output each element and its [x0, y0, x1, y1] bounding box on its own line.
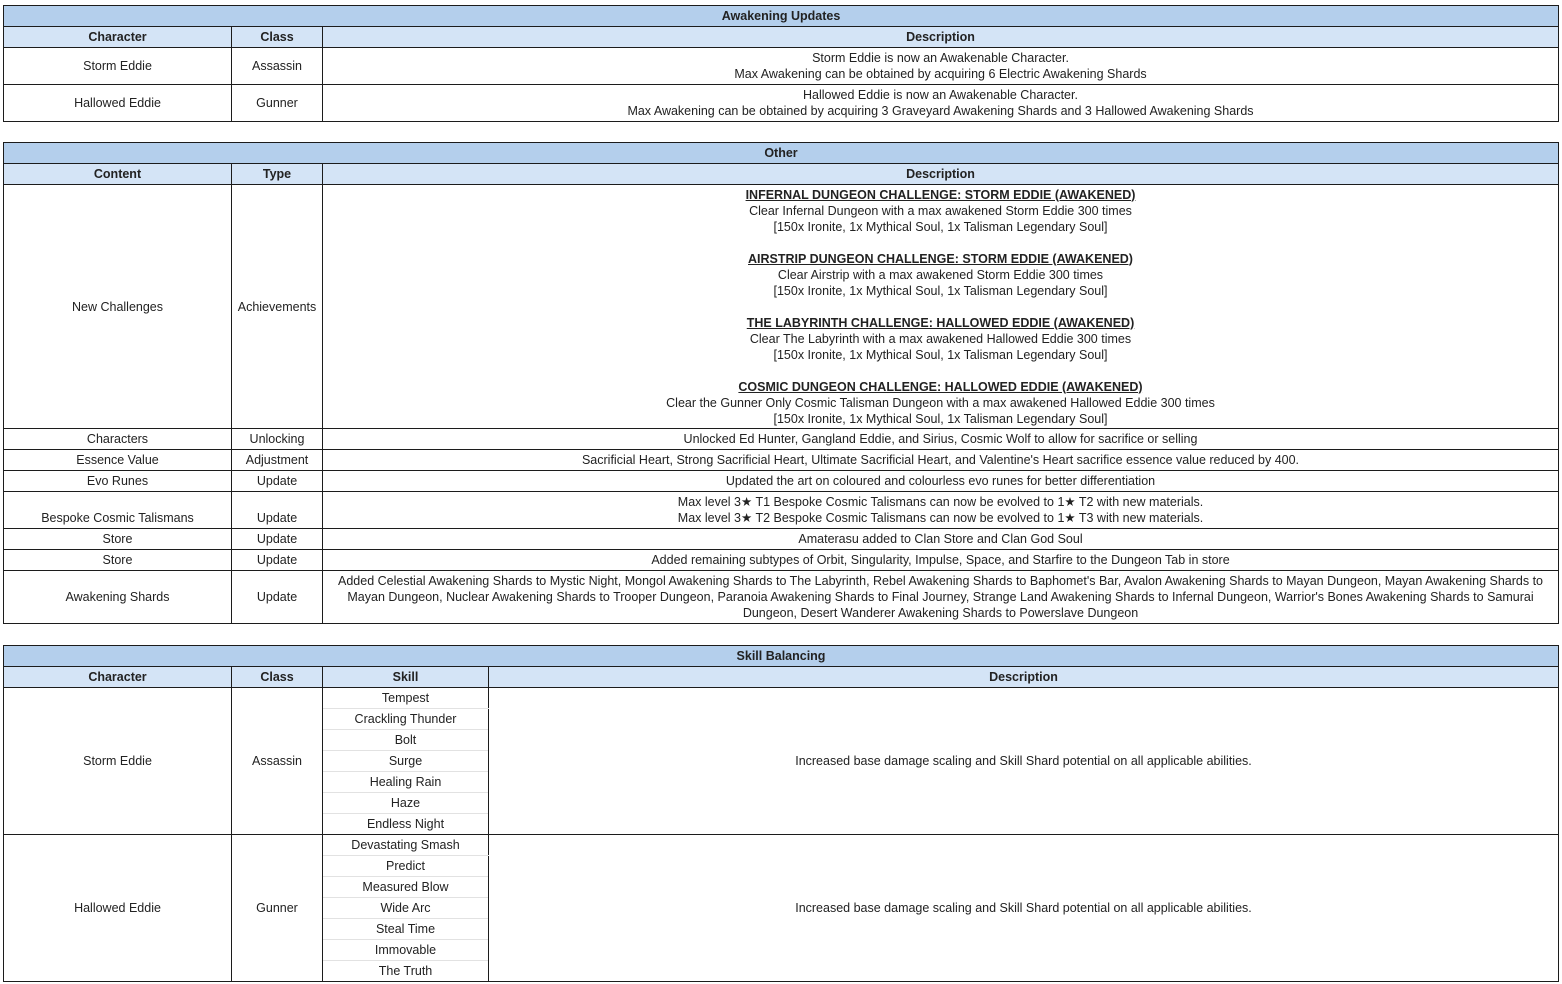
achievement-reward: [150x Ironite, 1x Mythical Soul, 1x Talisman Legendary Soul]: [773, 411, 1108, 426]
column-header: Skill: [323, 667, 489, 688]
content-cell: Essence Value: [4, 450, 232, 471]
achievement-reward: [150x Ironite, 1x Mythical Soul, 1x Talisman Legendary Soul]: [773, 219, 1108, 234]
class-cell: Assassin: [232, 48, 323, 85]
column-header: Class: [232, 667, 323, 688]
content-cell: Characters: [4, 429, 232, 450]
table-row: [4, 450, 1559, 471]
achievement-requirement: Clear Infernal Dungeon with a max awakened Storm Eddie 300 times: [749, 203, 1132, 218]
content-cell: Awakening Shards: [4, 571, 232, 624]
description-cell: Increased base damage scaling and Skill Shard potential on all applicable abilities.: [489, 835, 1559, 982]
skill-cell: Immovable: [323, 940, 489, 961]
skill-cell: The Truth: [323, 961, 489, 982]
type-cell: Achievements: [232, 185, 323, 429]
achievement-reward: [150x Ironite, 1x Mythical Soul, 1x Talisman Legendary Soul]: [773, 283, 1108, 298]
table-title: Other: [4, 143, 1559, 164]
description-cell: [323, 185, 1559, 429]
table-title: Awakening Updates: [4, 6, 1559, 27]
content-cell: New Challenges: [4, 185, 232, 429]
column-header: Description: [323, 27, 1559, 48]
description-cell: Added Celestial Awakening Shards to Mystic Night, Mongol Awakening Shards to The Labyrinth, Rebel Awakening Shards to Baphomet's Bar, Avalon Awakening Shards to Mayan Dungeon, Mayan Awakening Shards to Mayan Dungeon, Nuclear Awakening Shards to Trooper Dungeon, Paranoia Awakening Shards to Final Journey, Strange Land Awakening Shards to Infernal Dungeon, Warrior's Bones Awakening Shards to Samurai Dungeon, Desert Wanderer Awakening Shards to Powerslave Dungeon: [323, 571, 1559, 624]
type-cell: Unlocking: [232, 429, 323, 450]
character-cell: Storm Eddie: [4, 688, 232, 835]
awakening-updates-table: [3, 5, 1559, 122]
description-cell: Increased base damage scaling and Skill Shard potential on all applicable abilities.: [489, 688, 1559, 835]
table-title: Skill Balancing: [4, 646, 1559, 667]
description-cell: [323, 48, 1559, 85]
description-cell: Unlocked Ed Hunter, Gangland Eddie, and Sirius, Cosmic Wolf to allow for sacrifice or selling: [323, 429, 1559, 450]
content-cell: Store: [4, 529, 232, 550]
content-cell: Bespoke Cosmic Talismans: [4, 492, 232, 529]
achievement-title: INFERNAL DUNGEON CHALLENGE: STORM EDDIE (AWAKENED): [745, 187, 1136, 202]
column-header: Character: [4, 667, 232, 688]
skill-cell: Haze: [323, 793, 489, 814]
description-line: Storm Eddie is now an Awakenable Character.: [812, 51, 1069, 65]
description-cell: Added remaining subtypes of Orbit, Singularity, Impulse, Space, and Starfire to the Dungeon Tab in store: [323, 550, 1559, 571]
table-row: [4, 529, 1559, 550]
description-cell: [323, 85, 1559, 122]
class-cell: Gunner: [232, 85, 323, 122]
other-table: [3, 142, 1559, 624]
description-cell: Amaterasu added to Clan Store and Clan God Soul: [323, 529, 1559, 550]
skill-cell: Devastating Smash: [323, 835, 489, 856]
achievement-requirement: Clear the Gunner Only Cosmic Talisman Dungeon with a max awakened Hallowed Eddie 300 times: [666, 395, 1215, 410]
skill-cell: Bolt: [323, 730, 489, 751]
table-row: [4, 85, 1559, 122]
skill-cell: Healing Rain: [323, 772, 489, 793]
character-cell: Hallowed Eddie: [4, 835, 232, 982]
table-row: [4, 48, 1559, 85]
skill-cell: Crackling Thunder: [323, 709, 489, 730]
description-line: Max level 3★ T2 Bespoke Cosmic Talismans can now be evolved to 1★ T3 with new materials.: [677, 511, 1204, 525]
table-row: [4, 688, 1559, 709]
type-cell: Update: [232, 571, 323, 624]
type-cell: Update: [232, 492, 323, 529]
description-line: Max level 3★ T1 Bespoke Cosmic Talismans can now be evolved to 1★ T2 with new materials.: [677, 495, 1204, 509]
table-row: [4, 835, 1559, 856]
type-cell: Update: [232, 550, 323, 571]
column-header: Content: [4, 164, 232, 185]
character-cell: Hallowed Eddie: [4, 85, 232, 122]
skill-cell: Measured Blow: [323, 877, 489, 898]
skill-cell: Surge: [323, 751, 489, 772]
content-cell: Evo Runes: [4, 471, 232, 492]
description-line: Hallowed Eddie is now an Awakenable Character.: [803, 88, 1078, 102]
table-row: [4, 471, 1559, 492]
skill-cell: Endless Night: [323, 814, 489, 835]
class-cell: Assassin: [232, 688, 323, 835]
type-cell: Update: [232, 471, 323, 492]
achievement-title: COSMIC DUNGEON CHALLENGE: HALLOWED EDDIE (AWAKENED): [738, 379, 1143, 394]
skill-cell: Tempest: [323, 688, 489, 709]
skill-cell: Steal Time: [323, 919, 489, 940]
achievement-requirement: Clear Airstrip with a max awakened Storm Eddie 300 times: [777, 267, 1104, 282]
description-cell: [323, 492, 1559, 529]
skill-cell: Predict: [323, 856, 489, 877]
description-line: Max Awakening can be obtained by acquiring 6 Electric Awakening Shards: [734, 67, 1147, 81]
table-row: [4, 550, 1559, 571]
type-cell: Update: [232, 529, 323, 550]
type-cell: Adjustment: [232, 450, 323, 471]
column-header: Type: [232, 164, 323, 185]
description-cell: Updated the art on coloured and colourless evo runes for better differentiation: [323, 471, 1559, 492]
table-row: [4, 185, 1559, 429]
character-cell: Storm Eddie: [4, 48, 232, 85]
achievement-reward: [150x Ironite, 1x Mythical Soul, 1x Talisman Legendary Soul]: [773, 347, 1108, 362]
content-cell: Store: [4, 550, 232, 571]
achievement-title: THE LABYRINTH CHALLENGE: HALLOWED EDDIE (AWAKENED): [746, 315, 1135, 330]
achievement-title: AIRSTRIP DUNGEON CHALLENGE: STORM EDDIE (AWAKENED): [748, 251, 1133, 266]
table-row: [4, 429, 1559, 450]
class-cell: Gunner: [232, 835, 323, 982]
description-line: Max Awakening can be obtained by acquiring 3 Graveyard Awakening Shards and 3 Hallowed Awakening Shards: [627, 104, 1254, 118]
column-header: Character: [4, 27, 232, 48]
column-header: Class: [232, 27, 323, 48]
achievement-requirement: Clear The Labyrinth with a max awakened Hallowed Eddie 300 times: [749, 331, 1132, 346]
skill-cell: Wide Arc: [323, 898, 489, 919]
column-header: Description: [323, 164, 1559, 185]
column-header: Description: [489, 667, 1559, 688]
skill-balancing-table: [3, 645, 1559, 982]
table-row: [4, 571, 1559, 624]
table-row: [4, 492, 1559, 529]
description-cell: Sacrificial Heart, Strong Sacrificial Heart, Ultimate Sacrificial Heart, and Valentine's Heart sacrifice essence value reduced by 400.: [323, 450, 1559, 471]
